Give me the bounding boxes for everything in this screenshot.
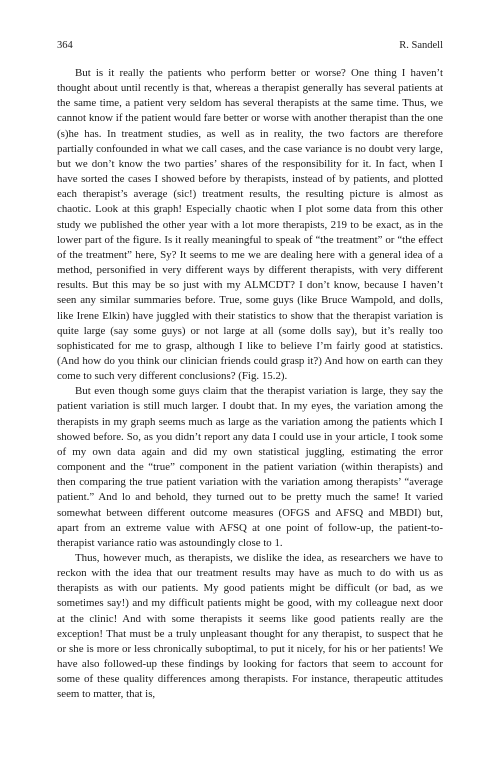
- paragraph: But is it really the patients who perform better or worse? One thing I haven’t thought about until recently is that, whereas a therapist generally has several patients at the same time, a patient very seldom has several therapists at the same time. Thus, we cannot know if the patient would fare better or worse with another therapist than the one (s)he has. In treatment studies, as well as in reality, the two factors are therefore partially confounded in what we call cases, and the case variance is no doubt very large, but we don’t know the two parties’ shares of the responsibility for it. In fact, when I have sorted the cases I showed before by therapists, instead of by patients, and plotted each therapist’s average (sic!) treatment results, the resulting picture is almost as chaotic. Look at this graph! Especially chaotic when I plot some data from this other study we published the other year with a lot more therapists, 219 to be exact, as in the lower part of the figure. Is it really meaningful to speak of “the treatment” or “the effect of the treatment” here, Sy? It seems to me we are dealing here with a general idea of a method, personified in very different ways by different therapists, with very different results. But this may be so just with my ALMCDT? I don’t know, because I haven’t seen any similar summaries before. True, some guys (like Bruce Wampold, and dolls, like Irene Elkin) have juggled with their statistics to show that the therapist variation is quite large (say some guys) or not large at all (some dolls say), but it’s really too sophisticated for me to grasp, although I like to believe I’m fairly good at statistics. (And how do you think our clinician friends could grasp it?) And how on earth can they come to such very different conclusions? (Fig. 15.2).: [57, 67, 443, 383]
- running-author: R. Sandell: [399, 40, 443, 51]
- body-text: [57, 66, 443, 703]
- paragraph: Thus, however much, as therapists, we dislike the idea, as researchers we have to reckon with the idea that our treatment results may have as much to do with us as therapists as with our patients. My good patients might be difficult (or bad, as we sometimes say!) and my difficult patients might be good, with my colleague next door at the clinic! And with some therapists it seems like good patients really are the exception! That must be a truly unpleasant thought for any therapist, to suspect that he or she is more or less chronically suboptimal, to put it nicely, for his or her patients! We have also followed-up these findings by looking for factors that seem to account for some of these quality differences among therapists. For instance, therapeutic attitudes seem to matter, that is,: [57, 552, 443, 701]
- page-number: 364: [57, 40, 73, 51]
- paragraph: But even though some guys claim that the therapist variation is large, they say the patient variation is still much larger. I doubt that. In my eyes, the variation among the therapists in my graph seems much as large as the variation among the patients which I showed before. So, as you didn’t report any data I could use in your article, I took some of my own data again and did my own statistical juggling, estimating the error component and the “true” component in the patient variation (within therapists) and then comparing the true patient variation with the variation among therapists’ “average patient.” And lo and behold, they turned out to be pretty much the same! It varied somewhat between different outcome measures (OFGS and AFSQ and MBDI) but, apart from an extreme value with AFSQ at one point of follow-up, the patient-to-therapist variance ratio was astoundingly close to 1.: [57, 385, 443, 549]
- running-header: [57, 40, 443, 54]
